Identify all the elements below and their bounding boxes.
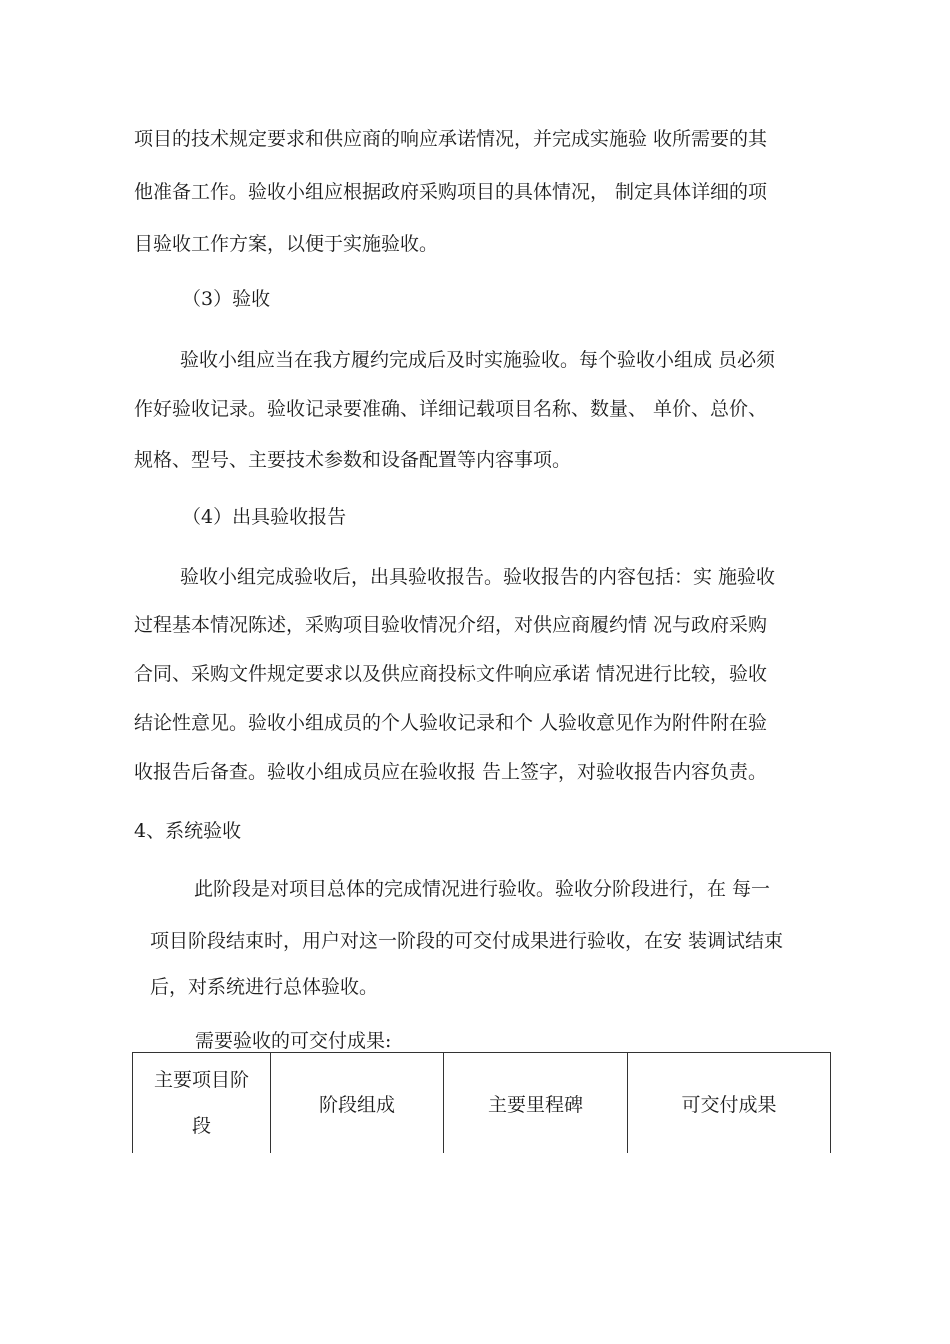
paragraph-2-line-2: 作好验收记录。验收记录要准确、详细记载项目名称、数量、 单价、总价、 [134, 398, 768, 420]
table-caption: 需要验收的可交付成果: [195, 1030, 392, 1052]
header-main-phase [133, 1053, 271, 1154]
deliverables-table [132, 1052, 831, 1153]
paragraph-4-line-3: 后，对系统进行总体验收。 [150, 976, 379, 998]
paragraph-3-line-3: 合同、采购文件规定要求以及供应商投标文件响应承诺 情况进行比较，验收 [134, 663, 768, 685]
subheading-4: （4）出具验收报告 [182, 506, 347, 528]
paragraph-3-line-4: 结论性意见。验收小组成员的个人验收记录和个 人验收意见作为附件附在验 [134, 712, 768, 734]
paragraph-2-line-3: 规格、型号、主要技术参数和设备配置等内容事项。 [134, 449, 572, 471]
table-header-row [133, 1053, 831, 1154]
paragraph-3-line-2: 过程基本情况陈述，采购项目验收情况介绍，对供应商履约情 况与政府采购 [134, 614, 768, 636]
paragraph-3-line-1: 验收小组完成验收后，出具验收报告。验收报告的内容包括：实 施验收 [180, 566, 776, 588]
paragraph-3-line-5: 收报告后备查。验收小组成员应在验收报 告上签字，对验收报告内容负责。 [134, 761, 768, 783]
header-phase-composition: 阶段组成 [271, 1053, 444, 1154]
paragraph-1-line-1: 项目的技术规定要求和供应商的响应承诺情况，并完成实施验 收所需要的其 [134, 128, 768, 150]
paragraph-4-line-1: 此阶段是对项目总体的完成情况进行验收。验收分阶段进行，在 每一 [194, 878, 771, 900]
header-main-phase-line-1: 主要项目阶 [153, 1069, 249, 1091]
header-deliverables: 可交付成果 [628, 1053, 831, 1154]
paragraph-1-line-3: 目验收工作方案，以便于实施验收。 [134, 233, 439, 255]
paragraph-4-line-2: 项目阶段结束时，用户对这一阶段的可交付成果进行验收，在安 装调试结束 [150, 930, 784, 952]
paragraph-2-line-1: 验收小组应当在我方履约完成后及时实施验收。每个验收小组成 员必须 [180, 349, 776, 371]
subheading-3: （3）验收 [182, 288, 271, 310]
section-4-title: 4、系统验收 [134, 820, 242, 842]
header-main-milestones: 主要里程碑 [444, 1053, 628, 1154]
header-main-phase-line-2: 段 [191, 1115, 211, 1137]
paragraph-1-line-2: 他准备工作。验收小组应根据政府采购项目的具体情况， 制定具体详细的项 [134, 181, 768, 203]
